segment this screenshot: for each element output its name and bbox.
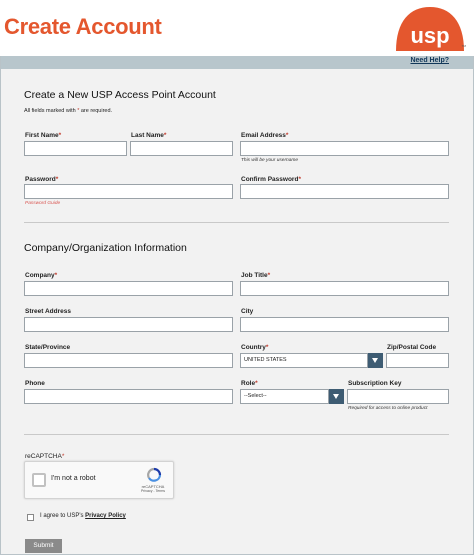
usp-logo <box>392 3 468 53</box>
country-dropdown-icon[interactable] <box>368 353 383 368</box>
help-bar <box>1 56 473 69</box>
email-label: Email Address* <box>241 132 289 139</box>
usp-logo-text: usp <box>410 23 450 48</box>
usp-logo-trademark: TM <box>461 44 466 48</box>
last-name-input[interactable] <box>130 141 233 156</box>
privacy-policy-link[interactable]: Privacy Policy <box>85 513 126 519</box>
email-input[interactable] <box>240 141 449 156</box>
recaptcha-checkbox-text: I'm not a robot <box>51 475 96 482</box>
first-name-input[interactable] <box>24 141 127 156</box>
submit-button[interactable]: Submit <box>25 539 62 553</box>
country-select[interactable]: UNITED STATES <box>240 353 368 368</box>
subscription-key-hint: Required for access to online product <box>348 406 428 411</box>
street-address-label: Street Address <box>25 308 71 315</box>
job-title-input[interactable] <box>240 281 449 296</box>
password-input[interactable] <box>24 184 233 199</box>
required-fields-note: All fields marked with * are required. <box>24 108 113 114</box>
company-input[interactable] <box>24 281 233 296</box>
need-help-link[interactable]: Need Help? <box>410 57 449 64</box>
email-hint: This will be your username <box>241 158 299 163</box>
last-name-label: Last Name* <box>131 132 167 139</box>
city-label: City <box>241 308 254 315</box>
privacy-agree-checkbox[interactable] <box>27 514 34 521</box>
phone-input[interactable] <box>24 389 233 404</box>
state-label: State/Province <box>25 344 71 351</box>
confirm-password-input[interactable] <box>240 184 449 199</box>
company-label: Company* <box>25 272 58 279</box>
state-input[interactable] <box>24 353 233 368</box>
zip-label: Zip/Postal Code <box>387 344 437 351</box>
role-select[interactable]: --Select-- <box>240 389 329 404</box>
confirm-password-label: Confirm Password* <box>241 176 301 183</box>
section-divider <box>24 222 449 223</box>
account-section-title: Create a New USP Access Point Account <box>24 89 216 101</box>
recaptcha-icon <box>145 467 163 483</box>
privacy-agree-text: I agree to USP's Privacy Policy <box>40 513 126 519</box>
subscription-key-input[interactable] <box>347 389 449 404</box>
street-address-input[interactable] <box>24 317 233 332</box>
city-input[interactable] <box>240 317 449 332</box>
role-label: Role* <box>241 380 258 387</box>
password-label: Password* <box>25 176 59 183</box>
recaptcha-checkbox[interactable] <box>32 473 46 487</box>
recaptcha-brand: reCAPTCHA <box>141 484 165 489</box>
role-dropdown-icon[interactable] <box>329 389 344 404</box>
section-divider-2 <box>24 434 449 435</box>
company-section-title: Company/Organization Information <box>24 242 187 254</box>
form-frame <box>0 56 474 555</box>
page-header <box>0 0 474 56</box>
subscription-key-label: Subscription Key <box>348 380 402 387</box>
job-title-label: Job Title* <box>241 272 271 279</box>
password-guide-link[interactable]: Password Guide <box>25 201 61 206</box>
page-title: Create Account <box>4 14 162 39</box>
country-label: Country* <box>241 344 269 351</box>
recaptcha-widget <box>24 461 174 499</box>
phone-label: Phone <box>25 380 45 387</box>
recaptcha-label: reCAPTCHA* <box>25 453 65 460</box>
recaptcha-terms[interactable]: Privacy - Terms <box>140 489 166 493</box>
zip-input[interactable] <box>386 353 449 368</box>
first-name-label: First Name* <box>25 132 62 139</box>
